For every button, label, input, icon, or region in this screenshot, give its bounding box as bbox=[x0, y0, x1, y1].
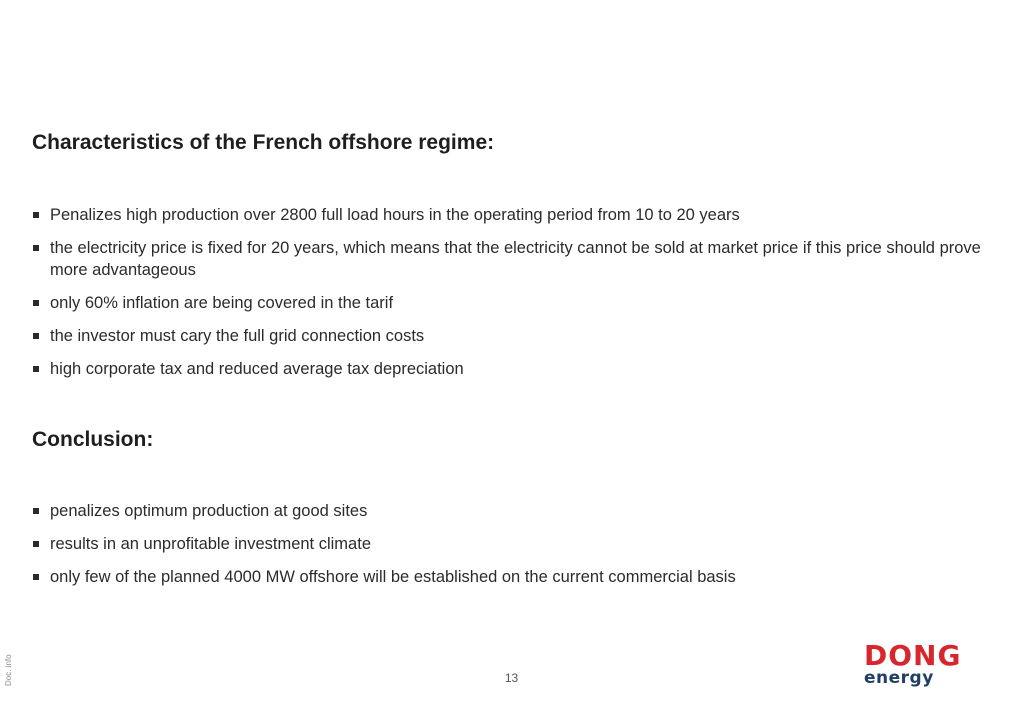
list-item bbox=[32, 533, 995, 555]
doc-info-label: Doc. info bbox=[4, 654, 13, 686]
list-item-text: Penalizes high production over 2800 full load hours in the operating period from 10 to 20 years bbox=[50, 206, 740, 224]
logo-bottom-text: energy bbox=[864, 668, 934, 688]
conclusion-bullet-list bbox=[32, 500, 995, 599]
section-heading-characteristics: Characteristics of the French offshore regime: bbox=[32, 131, 495, 154]
square-bullet-icon bbox=[33, 300, 39, 306]
list-item-text: only 60% inflation are being covered in the tarif bbox=[50, 294, 394, 312]
square-bullet-icon bbox=[33, 541, 39, 547]
list-item-text: penalizes optimum production at good sites bbox=[50, 502, 368, 520]
list-item-text: the electricity price is fixed for 20 years, which means that the electricity cannot be sold at market price if this price should prove more advantageous bbox=[50, 239, 981, 279]
list-item bbox=[32, 358, 995, 380]
company-logo bbox=[864, 639, 996, 688]
characteristics-bullet-list bbox=[32, 204, 995, 391]
list-item bbox=[32, 237, 995, 281]
page-number: 13 bbox=[504, 671, 519, 685]
list-item-text: high corporate tax and reduced average tax depreciation bbox=[50, 360, 464, 378]
square-bullet-icon bbox=[33, 574, 39, 580]
square-bullet-icon bbox=[33, 245, 39, 251]
list-item-text: the investor must cary the full grid connection costs bbox=[50, 327, 425, 345]
list-item-text: only few of the planned 4000 MW offshore will be established on the current commercial basis bbox=[50, 568, 736, 586]
list-item bbox=[32, 325, 995, 347]
section-heading-conclusion: Conclusion: bbox=[32, 428, 154, 451]
square-bullet-icon bbox=[33, 508, 39, 514]
list-item-text: results in an unprofitable investment climate bbox=[50, 535, 371, 553]
square-bullet-icon bbox=[33, 212, 39, 218]
logo-top-text: DONG bbox=[864, 639, 962, 672]
list-item bbox=[32, 566, 995, 588]
square-bullet-icon bbox=[33, 366, 39, 372]
list-item bbox=[32, 500, 995, 522]
list-item bbox=[32, 204, 995, 226]
square-bullet-icon bbox=[33, 333, 39, 339]
list-item bbox=[32, 292, 995, 314]
